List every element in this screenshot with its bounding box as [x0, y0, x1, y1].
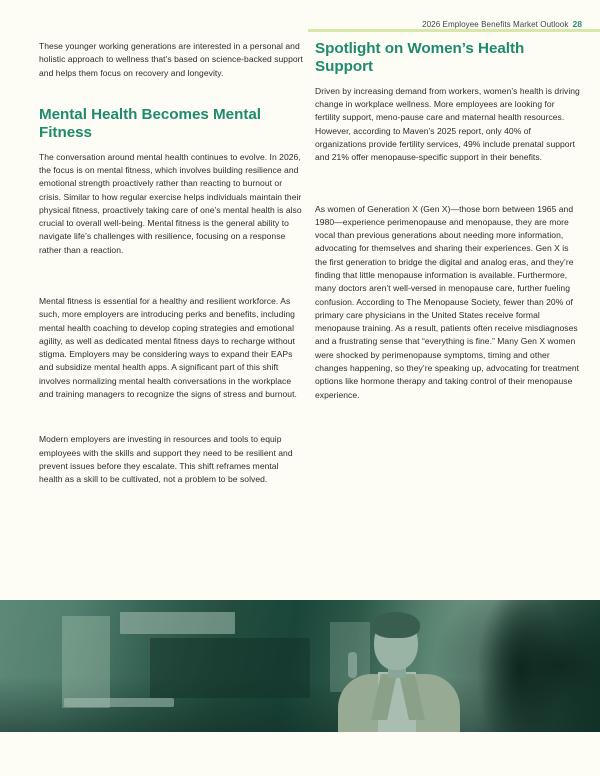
left-column: [39, 40, 304, 486]
left-section-heading: Mental Health Becomes Mental Fitness: [39, 105, 261, 141]
header-accent-rule: [308, 29, 600, 32]
body-columns: [0, 40, 600, 486]
right-section-heading: Spotlight on Women’s Health Support: [315, 40, 525, 75]
right-paragraph-2: As women of Generation X (Gen X)—those born between 1965 and 1980—experience perimenopause and menopause, they are more vocal than previous generations about needing more information, advocating for themselves and sharing their experiences. Gen X is the first generation to bridge the digital and analog eras, and they’re finding that little menopause information is available. Furthermore, many doctors aren’t well-versed in menopause care, further fueling confusion. According to The Menopause Society, fewer than 20% of primary care physicians in the United States receive formal menopause training. As a result, patients often receive misdiagnoses and a frustrating sense that “everything is fine.” Many Gen X women were shocked by perimenopause symptoms, timing and other changes happening, so they’re speaking up, advocating for treatment options like hormone therapy and taking control of their menopause experience.: [315, 203, 580, 400]
photo-duotone-overlay: [0, 600, 600, 732]
page-number: 28: [572, 19, 582, 29]
running-header: [308, 14, 582, 28]
left-paragraph-1: The conversation around mental health continues to evolve. In 2026, the focus is on mental fitness, which involves building resilience and emotional strength proactively rather than reacting to burnout or crisis. Similar to how regular exercise helps individuals maintain their physical fitness, proactively taking care of one’s mental health is also crucial to overall well-being. Mental fitness is the general ability to navigate life’s challenges with resilience, focusing on a response rather than a reaction.: [39, 151, 302, 255]
left-paragraph-3: Modern employers are investing in resources and tools to equip employees with the skills and support they need to be resilient and prevent issues before they escalate. This shift reframes mental health as a skill to be cultivated, not a problem to be solved.: [39, 434, 293, 485]
bottom-photograph: [0, 600, 600, 732]
left-paragraph-2: Mental fitness is essential for a healthy and resilient workforce. As such, more employers are introducing perks and benefits, including mental health coaching to develop coping strategies and emotional agility, as well as dedicated mental fitness days to recharge without stigma. Employers may be considering ways to expand their EAPs and subsidize mental health apps. A significant part of this shift involves normalizing mental health conversations in the workplace and training managers to recognize the signs of stress and burnout.: [39, 295, 297, 399]
right-column: [315, 40, 580, 486]
right-paragraph-1: Driven by increasing demand from workers, women’s health is driving change in workplace wellness. More employees are looking for fertility support, meno-pause care and maternal health resources. However, according to Maven’s 2025 report, only 40% of organizations provide fertility services, 49% include prenatal support and 21% offer menopause-specific support in their benefits.: [315, 85, 580, 163]
left-intro-paragraph: These younger working generations are interested in a personal and holistic approach to wellness that’s based on science-backed support and helps them focus on recovery and longevity.: [39, 41, 303, 78]
spacer: [39, 80, 304, 106]
header-title: 2026 Employee Benefits Market Outlook: [422, 20, 569, 29]
